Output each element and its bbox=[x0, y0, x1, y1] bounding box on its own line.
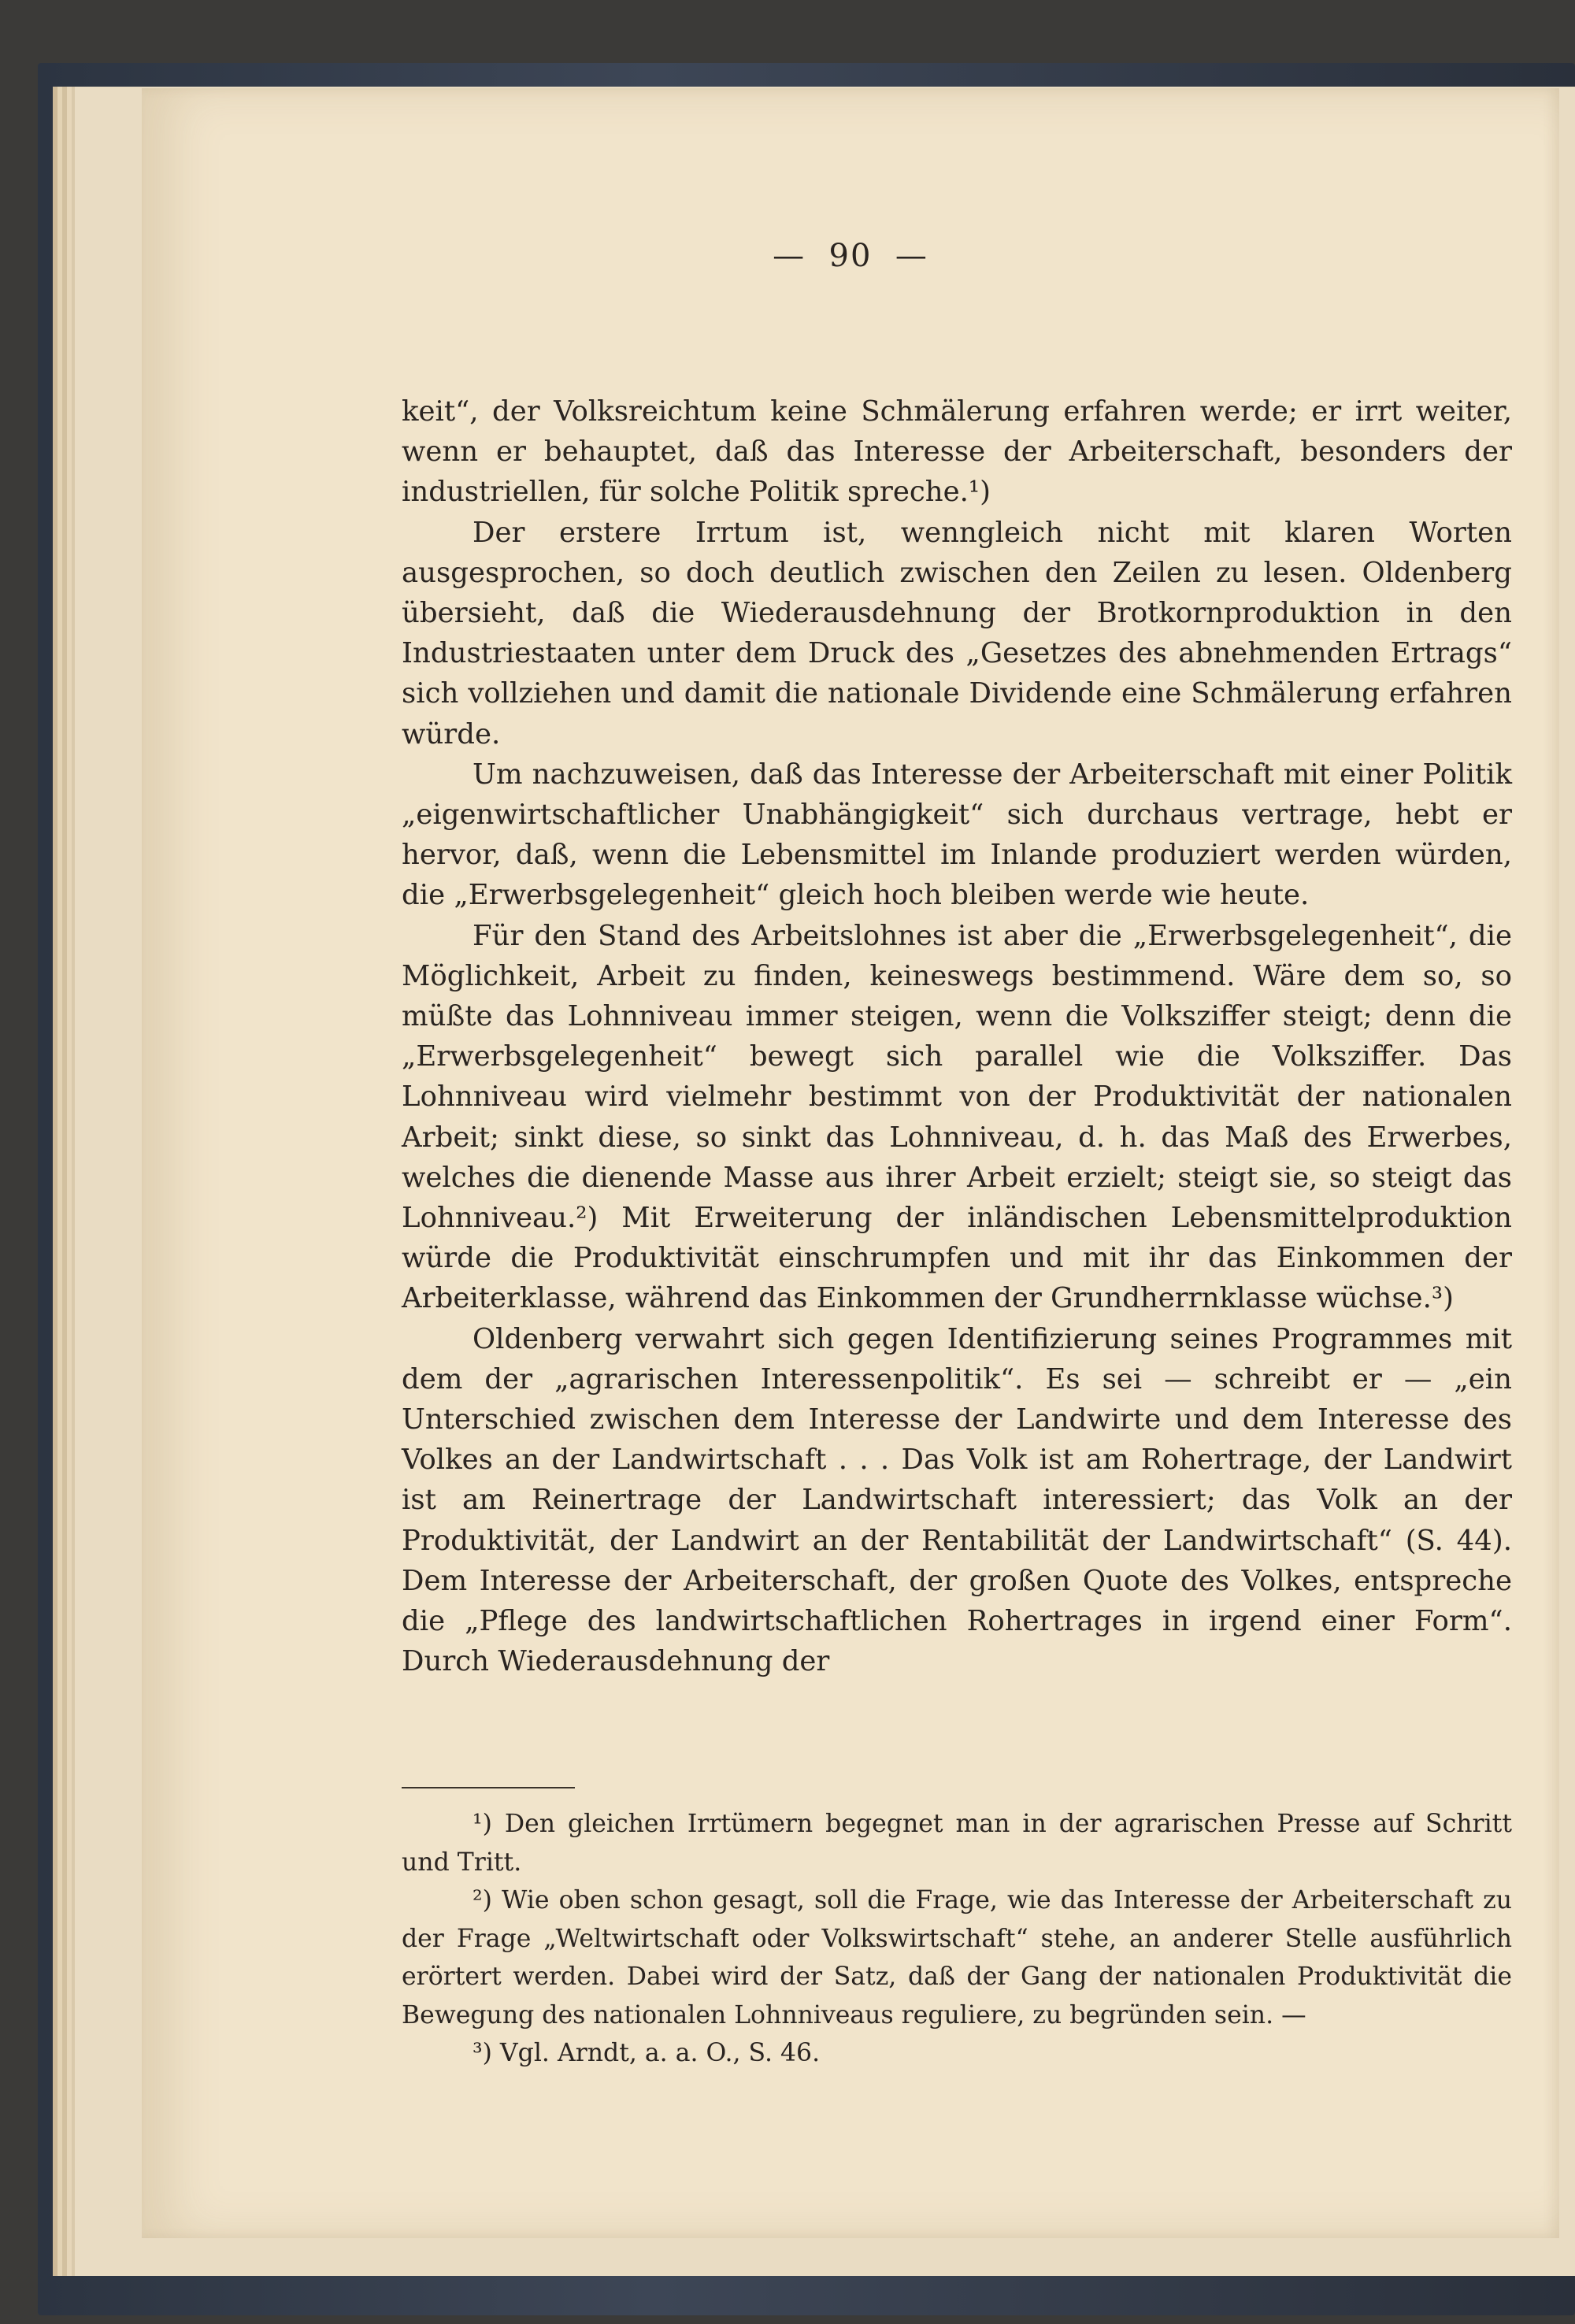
book-page bbox=[142, 88, 1559, 2238]
footnotes bbox=[402, 1805, 1512, 2073]
paragraph-5: Oldenberg verwahrt sich gegen Identifizierung seines Programmes mit dem der „agrarischen Interessenpolitik“. Es sei — schreibt er — „ein Unterschied zwischen dem Interesse der Landwirte und dem Interesse des Volkes an der Landwirtschaft . . . Das Volk ist am Rohertrage, der Landwirt ist am Reinertrage der Landwirtschaft interessiert; das Volk an der Produktivität, der Landwirt an der Rentabilität der Landwirtschaft“ (S. 44). Dem Interesse der Arbeiterschaft, der großen Quote des Volkes, entspreche die „Pflege des landwirtschaftlichen Rohertrages in irgend einer Form“. Durch Wiederausdehnung der bbox=[402, 1322, 1512, 1678]
paragraph-3: Um nachzuweisen, daß das Interesse der Arbeiterschaft mit einer Politik „eigenwirtschaftlicher Unabhängigkeit“ sich durchaus vertrage, hebt er hervor, daß, wenn die Lebensmittel im Inlande produziert werden würden, die „Erwerbsgelegenheit“ gleich hoch bleiben werde wie heute. bbox=[402, 758, 1512, 912]
paragraph-1: keit“, der Volksreichtum keine Schmälerung erfahren werde; er irrt weiter, wenn er behauptet, daß das Interesse der Arbeiterschaft, besonders der industriellen, für solche Politik spreche.¹) bbox=[402, 395, 1512, 509]
paragraph-2: Der erstere Irrtum ist, wenngleich nicht mit klaren Worten ausgesprochen, so doch deutlich zwischen den Zeilen zu lesen. Oldenberg übersieht, daß die Wiederausdehnung der Brotkornproduktion in den Industriestaaten unter dem Druck des „Gesetzes des abnehmenden Ertrags“ sich vollziehen und damit die nationale Dividende eine Schmälerung erfahren würde. bbox=[402, 516, 1512, 751]
page-number: — 90 — bbox=[773, 238, 928, 274]
page-number-value: 90 bbox=[828, 238, 873, 274]
paragraph-4: Für den Stand des Arbeitslohnes ist aber die „Erwerbsgelegenheit“, die Möglichkeit, Arbeit zu finden, keineswegs bestimmend. Wäre dem so, so müßte das Lohnniveau immer steigen, wenn die Volksziffer steigt; denn die „Erwerbsgelegenheit“ bewegt sich parallel wie die Volksziffer. Das Lohnniveau wird vielmehr bestimmt von der Produktivität der nationalen Arbeit; sinkt diese, so sinkt das Lohnniveau, d. h. das Maß des Erwerbes, welches die dienende Masse aus ihrer Arbeit erzielt; steigt sie, so steigt das Lohnniveau.²) Mit Erweiterung der inländischen Lebensmittelproduktion würde die Produktivität einschrumpfen und mit ihr das Einkommen der Arbeiterklasse, während das Einkommen der Grundherrnklasse wüchse.³) bbox=[402, 919, 1512, 1315]
footnote-3: ³) Vgl. Arndt, a. a. O., S. 46. bbox=[472, 2039, 821, 2067]
footnote-1: ¹) Den gleichen Irrtümern begegnet man in der agrarischen Presse auf Schritt und Tritt. bbox=[402, 1810, 1512, 1877]
body-text bbox=[402, 391, 1512, 1682]
footnote-2: ²) Wie oben schon gesagt, soll die Frage, wie das Interesse der Arbeiterschaft zu der Frage „Weltwirtschaft oder Volkswirtschaft“ stehe, an anderer Stelle ausführlich erörtert werden. Dabei wird der Satz, daß der Gang der nationalen Produktivität die Bewegung des nationalen Lohnniveaus reguliere, zu begründen sein. — bbox=[402, 1886, 1512, 2029]
footnote-rule bbox=[402, 1787, 575, 1788]
